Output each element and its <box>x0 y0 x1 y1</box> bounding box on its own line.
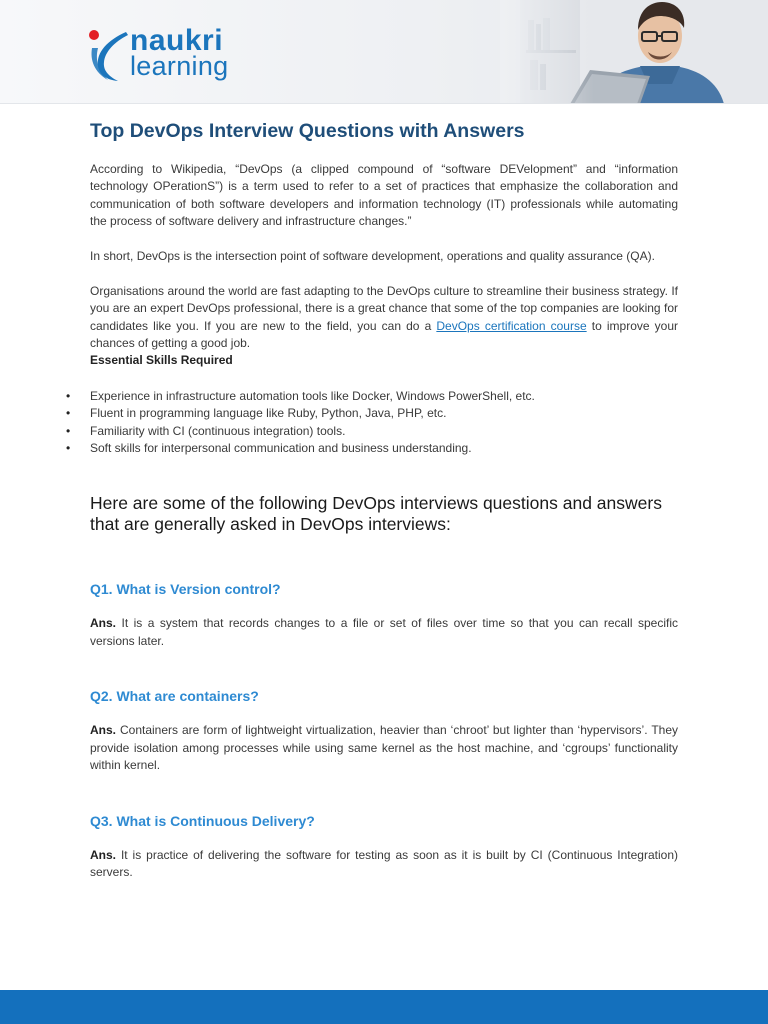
document-body <box>90 120 678 881</box>
page-header <box>0 0 768 104</box>
skills-list <box>90 388 678 458</box>
paragraph-short-definition: In short, DevOps is the intersection point of software development, operations and quality assurance (QA). <box>90 249 655 264</box>
paragraph-text: to improve your chances of getting a good job. <box>90 318 678 351</box>
logo-learning-text: learning <box>130 51 229 81</box>
list-item: • Experience in infrastructure automation tools like Docker, Windows PowerShell, etc. <box>90 388 678 405</box>
answer-text: It is a system that records changes to a file or set of files over time so that you can recall specific versions later. <box>90 616 678 648</box>
list-item: • Fluent in programming language like Ruby, Python, Java, PHP, etc. <box>90 405 678 422</box>
answer-paragraph <box>90 722 678 774</box>
document-title: Top DevOps Interview Questions with Answers <box>90 120 525 142</box>
question-heading: Q3. What is Continuous Delivery? <box>90 812 315 829</box>
list-item: • Familiarity with CI (continuous integration) tools. <box>90 423 678 440</box>
answer-label: Ans. <box>90 723 117 738</box>
paragraph-organisations <box>90 283 678 353</box>
qa-intro-heading: Here are some of the following DevOps interviews questions and answers that are generally asked in DevOps interviews: <box>90 493 662 535</box>
paragraph-wikipedia-definition: According to Wikipedia, “DevOps (a clipped compound of “software DEVelopment” and “information technology OPerationS”) is a term used to refer to a set of practices that emphasize the collaboration and communication of both software developers and information technology (IT) professionals while automating the process of software delivery and infrastructure changes.” <box>90 162 678 229</box>
answer-label: Ans. <box>90 847 117 862</box>
devops-certification-course-link[interactable]: DevOps certification course <box>436 318 587 333</box>
naukri-learning-logo[interactable] <box>86 26 246 84</box>
page-footer-bar <box>0 990 768 1024</box>
question-heading: Q2. What are containers? <box>90 688 259 705</box>
answer-paragraph <box>90 615 678 650</box>
list-item: • Soft skills for interpersonal communication and business understanding. <box>90 440 678 457</box>
paragraph-text: Organisations around the world are fast adapting to the DevOps culture to streamline their business strategy. If you are an expert DevOps professional, there is a great chance that some of the top companies are looking for candidates like you. If you are new to the field, you can do a <box>90 283 678 333</box>
skills-heading: Essential Skills Required <box>90 353 233 368</box>
header-photo <box>500 0 768 104</box>
answer-paragraph <box>90 847 678 882</box>
answer-text: Containers are form of lightweight virtualization, heavier than ‘chroot’ but lighter than ‘hypervisors’. They provide isolation among processes while using same kernel as the host machine, and ‘cgroups’ functionality within kernel. <box>90 723 678 773</box>
question-heading: Q1. What is Version control? <box>90 581 281 598</box>
logo-naukri-text: naukri <box>130 24 224 57</box>
answer-label: Ans. <box>90 616 117 631</box>
answer-text: It is practice of delivering the software for testing as soon as it is built by CI (Continuous Integration) servers. <box>90 847 678 879</box>
logo-swoosh-icon <box>86 26 134 84</box>
